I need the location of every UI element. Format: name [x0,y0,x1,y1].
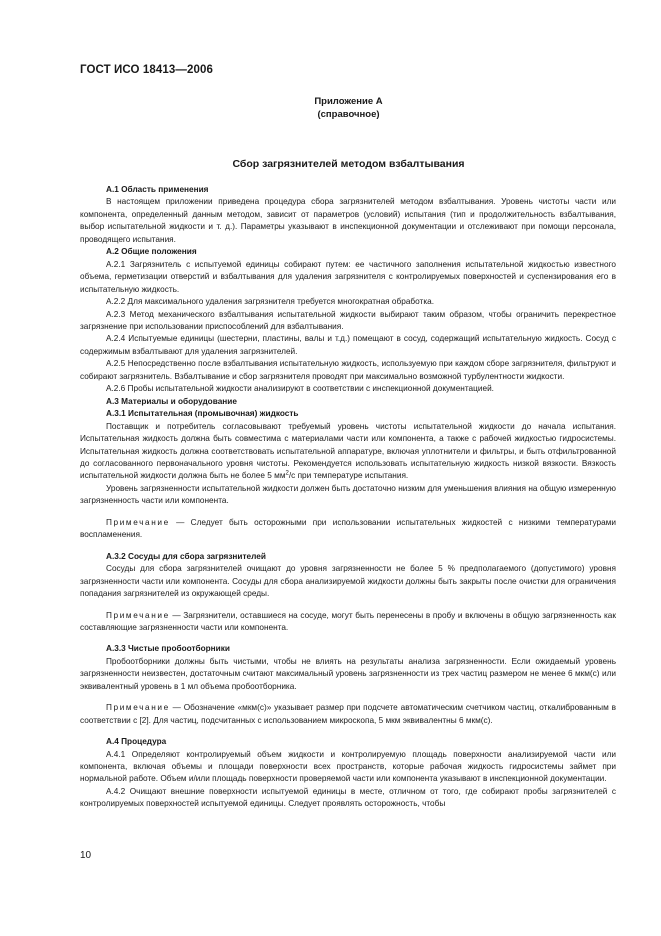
paragraph-text: /с при температуре испытания. [288,471,409,481]
superscript: 2 [285,470,289,477]
note-text: — Загрязнители, оставшиеся на сосуде, могут быть перенесены в пробу и включены в общую загрязненность как составляющие загрязненности части или компонента. [80,610,616,632]
paragraph: Уровень загрязненности испытательной жидкости должен быть достаточно низким для уменьшения влияния на общую измеренную загрязненность части или компонента. [80,483,616,506]
paragraph: А.2.4 Испытуемые единицы (шестерни, пластины, валы и т.д.) помещают в сосуд, содержащий испытательную жидкость. Сосуд с содержимым взбалтывают для удаления загрязнителей. [80,334,616,356]
note-text: — Обозначение «мкм(с)» указывает размер при подсчете автоматическим счетчиком частиц, откалиброванным в соответствии с [2]. Для частиц, подсчитанных с использованием микроскопа, 5 мкм эквивалентны 6 мкм(с). [80,703,616,725]
paragraph: А.2.3 Метод механического взбалтывания испытательной жидкости выбирают таким образом, чтобы ограничить перекрестное загрязнение при использовании приспособлений для взбалтывания. [80,309,616,331]
note-text: — Следует быть осторожными при использовании испытательных жидкостей с низкими температурами воспламенения. [80,517,616,540]
paragraph: А.2.1 Загрязнитель с испытуемой единицы собирают путем: ее частичного заполнения испытательной жидкостью известного объема, герметизации отверстий и взбалтывания для удаления загрязнителя с контролируемых поверхностей и суспензирования его в испытательную жидкость. [80,259,616,294]
standard-designation: ГОСТ ИСО 18413—2006 [80,64,213,76]
document-title: Сбор загрязнителей методом взбалтывания [232,158,465,170]
paragraph: Сосуды для сбора загрязнителей очищают до уровня загрязненности не более 5 % предполагаемого (допустимого) уровня загрязненности части или компонента. Сосуды для сбора анализируемой жидкости должны быть закрыты после очистки для ограничения попадания загрязнителей из окружающей среды. [80,564,616,599]
subsection-heading-a31: А.3.1 Испытательная (промывочная) жидкость [106,409,299,419]
paragraph: А.2.6 Пробы испытательной жидкости анализируют в соответствии с инспекционной документацией. [106,384,494,394]
paragraph: А.2.2 Для максимального удаления загрязнителя требуется многократная обработка. [106,297,434,307]
subsection-heading-a33: А.3.3 Чистые пробоотборники [106,644,230,654]
appendix-type: (справочное) [317,109,380,120]
section-heading-a4: А.4 Процедура [106,737,167,747]
appendix-label: Приложение А [314,96,383,107]
paragraph: А.2.5 Непосредственно после взбалтывания испытательную жидкость, используемую при каждом сборе загрязнителя, фильтруют и собирают загрязнитель. Взбалтывание и сбор загрязнителя проводят при максимально возможной турбулентности жидкости. [80,359,616,381]
note-label: Примечание [106,517,170,527]
paragraph: А.4.2 Очищают внешние поверхности испытуемой единицы в месте, отличном от того, где собирают пробы загрязнителей с контролируемых поверхностей испытуемой единицы. Следует проявлять осторожность, чтобы [80,786,616,809]
section-heading-a1: А.1 Область применения [106,185,209,194]
paragraph: В настоящем приложении приведена процедура сбора загрязнителей методом взбалтывания. Уровень чистоты части или компонента, определенный данным методом, зависит от параметров (условий) испытания (тип и продолжительность взбалтывания, выбор испытательной жидкости и т. д.). Параметры указывают в инспекционной документации и отслеживают при помощи персонала, проводящего испытания. [80,197,616,244]
note-label: Примечание [106,703,170,713]
paragraph-text: Поставщик и потребитель согласовывают требуемый уровень чистоты испытательной жидкости до начала испытания. Испытательная жидкость должна быть совместима с материалами части или компонента, а также с рабочей жидкостью гидросистемы. Испытательная жидкость должна соответствовать испытательной аппаратуре, включая уплотнители и фильтры, и быть отфильтрованной до согласованного первоначального уровня чистоты. Рекомендуется использовать испытательную жидкость низкой вязкости. Вязкость испытательной жидкости должна быть не более 5 мм [80,421,616,481]
paragraph: Пробоотборники должны быть чистыми, чтобы не влиять на результаты анализа загрязненности. Если ожидаемый уровень загрязненности неизвестен, достаточным считают максимальный уровень загрязненности из трех частиц размером не менее 6 мкм(с) или эквивалентный уровень в 1 мл объема пробоотборника. [80,656,616,691]
document-body [80,184,616,811]
page-number: 10 [80,850,92,861]
section-heading-a2: А.2 Общие положения [106,247,197,257]
section-heading-a3: А.3 Материалы и оборудование [106,396,237,406]
note [80,610,616,635]
subsection-heading-a32: А.3.2 Сосуды для сбора загрязнителей [106,551,266,561]
paragraph [80,421,616,483]
note-label: Примечание [106,610,170,620]
note [80,517,616,542]
paragraph: А.4.1 Определяют контролируемый объем жидкости и контролируемую площадь поверхности анализируемой части или компонента, включая объемы и площади поверхности всех пространств, которые рабочая жидкость гидросистемы займет при нормальной работе. Объем и/или площадь поверхности проверяемой части или компонента указывают в инспекционной документации. [80,749,616,784]
note [80,702,616,727]
